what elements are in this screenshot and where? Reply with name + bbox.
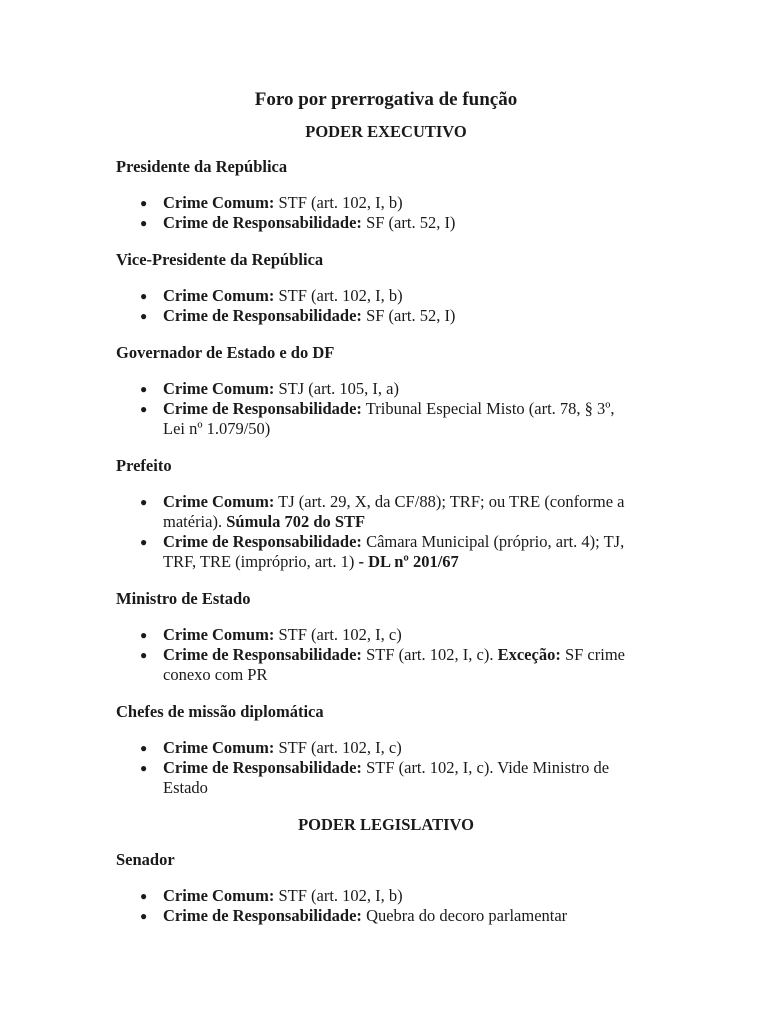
item-bold-tail: - DL nº 201/67 (358, 552, 459, 571)
role-items-chefes-missao (116, 738, 656, 798)
role-title-ministro: Ministro de Estado (116, 589, 251, 608)
item-text: SF (art. 52, I) (361, 213, 456, 232)
role-items-prefeito (116, 492, 656, 572)
bullet-icon: ● (140, 495, 148, 509)
item-text: STJ (art. 105, I, a) (274, 379, 399, 398)
bullet-icon: ● (140, 761, 148, 775)
list-item (116, 379, 656, 399)
list-item (116, 645, 656, 685)
item-text: STF (art. 102, I, c). Vide Ministro de Estado (163, 758, 610, 797)
role-items-presidente (116, 193, 656, 233)
list-item (116, 286, 656, 306)
item-label: Crime de Responsabilidade: (163, 213, 362, 232)
item-label: Crime Comum: (163, 379, 275, 398)
role-title-senador: Senador (116, 850, 175, 869)
list-item (116, 306, 656, 326)
list-item (116, 532, 656, 572)
item-text: Câmara Municipal (próprio, art. 4); TJ, TRF, TRE (impróprio, art. 1) (163, 532, 625, 571)
item-tail-text: SF crime conexo com PR (163, 645, 625, 684)
item-text: Tribunal Especial Misto (art. 78, § 3º, Lei nº 1.079/50) (163, 399, 615, 438)
bullet-icon: ● (140, 628, 148, 642)
item-text: STF (art. 102, I, b) (274, 286, 403, 305)
item-label: Crime Comum: (163, 738, 275, 757)
item-text: STF (art. 102, I, c) (274, 625, 402, 644)
role-items-governador (116, 379, 656, 439)
bullet-icon: ● (140, 909, 148, 923)
bullet-icon: ● (140, 309, 148, 323)
item-label: Crime de Responsabilidade: (163, 906, 362, 925)
role-title-prefeito: Prefeito (116, 456, 172, 475)
role-title-chefes-missao: Chefes de missão diplomática (116, 702, 324, 721)
item-bold-tail: Súmula 702 do STF (226, 512, 366, 531)
bullet-icon: ● (140, 289, 148, 303)
item-label: Crime Comum: (163, 625, 275, 644)
list-item (116, 492, 656, 532)
role-title-presidente: Presidente da República (116, 157, 288, 176)
item-label: Crime de Responsabilidade: (163, 532, 362, 551)
bullet-icon: ● (140, 535, 148, 549)
item-label: Crime de Responsabilidade: (163, 306, 362, 325)
item-label: Crime Comum: (163, 286, 275, 305)
item-text: STF (art. 102, I, b) (274, 193, 403, 212)
role-items-ministro (116, 625, 656, 685)
item-text: Quebra do decoro parlamentar (361, 906, 568, 925)
list-item (116, 625, 656, 645)
role-items-vice-presidente (116, 286, 656, 326)
item-label: Crime Comum: (163, 193, 275, 212)
item-label: Crime Comum: (163, 886, 275, 905)
item-label: Crime de Responsabilidade: (163, 399, 362, 418)
item-text: STF (art. 102, I, b) (274, 886, 403, 905)
list-item (116, 906, 656, 926)
bullet-icon: ● (140, 196, 148, 210)
bullet-icon: ● (140, 382, 148, 396)
item-text: TJ (art. 29, X, da CF/88); TRF; ou TRE (conforme a matéria). (163, 492, 625, 531)
list-item (116, 758, 656, 798)
item-text: SF (art. 52, I) (361, 306, 456, 325)
list-item (116, 213, 656, 233)
bullet-icon: ● (140, 402, 148, 416)
item-text: STF (art. 102, I, c). (361, 645, 498, 664)
bullet-icon: ● (140, 648, 148, 662)
section-heading-legislativo: PODER LEGISLATIVO (298, 815, 474, 834)
item-label: Crime de Responsabilidade: (163, 645, 362, 664)
item-bold-tail: Exceção: (497, 645, 561, 664)
item-label: Crime de Responsabilidade: (163, 758, 362, 777)
item-label: Crime Comum: (163, 492, 275, 511)
bullet-icon: ● (140, 216, 148, 230)
document-title: Foro por prerrogativa de função (254, 89, 518, 110)
role-title-governador: Governador de Estado e do DF (116, 343, 335, 362)
bullet-icon: ● (140, 889, 148, 903)
document-page (116, 89, 656, 943)
section-heading-executivo: PODER EXECUTIVO (305, 122, 467, 141)
role-items-senador (116, 886, 656, 926)
list-item (116, 886, 656, 906)
list-item (116, 193, 656, 213)
bullet-icon: ● (140, 741, 148, 755)
list-item (116, 738, 656, 758)
list-item (116, 399, 656, 439)
role-title-vice-presidente: Vice-Presidente da República (116, 250, 324, 269)
item-text: STF (art. 102, I, c) (274, 738, 402, 757)
